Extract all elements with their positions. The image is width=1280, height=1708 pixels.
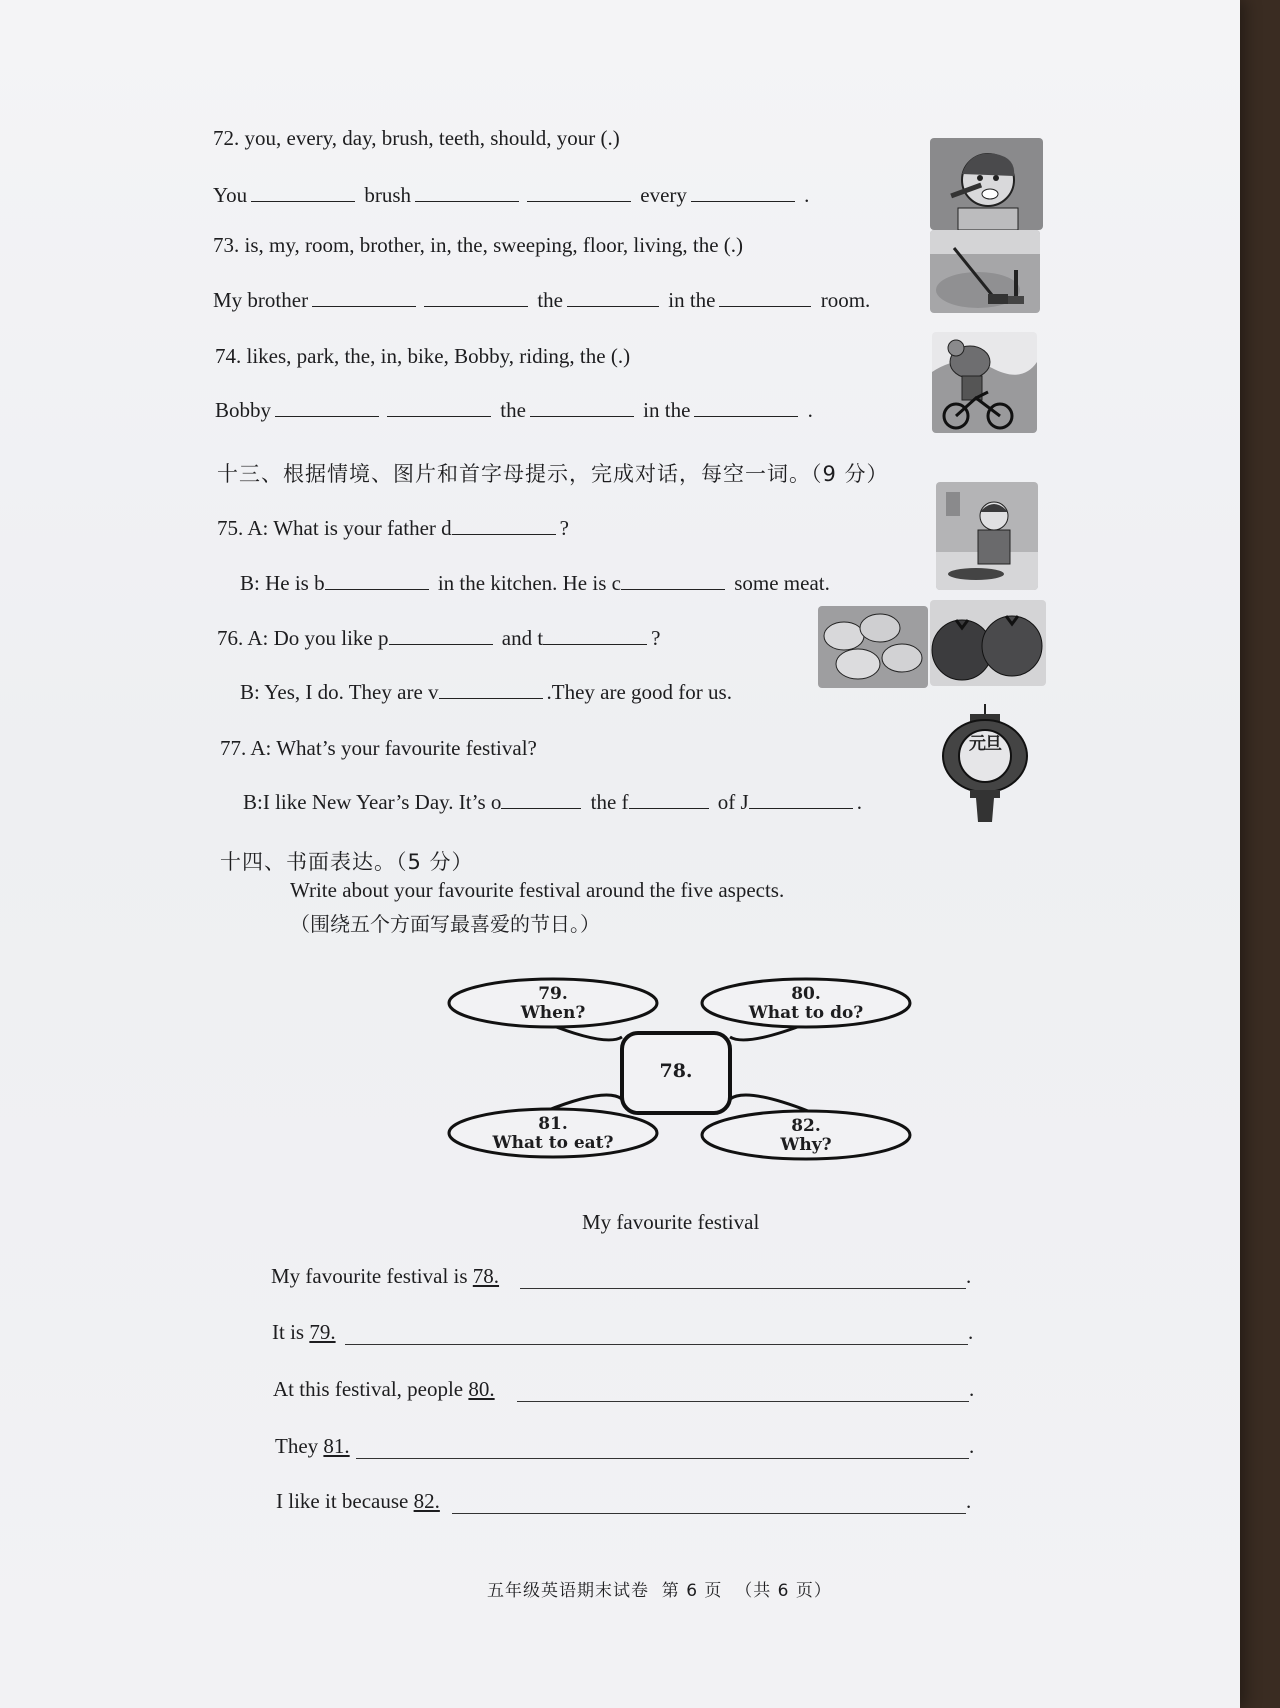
essay-79-blank[interactable]	[345, 1343, 968, 1345]
q76-line-b	[240, 680, 732, 705]
q77-line-a: 77. A: What’s your favourite festival?	[220, 736, 537, 760]
q77-blank-j[interactable]	[749, 807, 853, 809]
q75-b-text-1: B: He is b	[240, 571, 325, 595]
q73-word-1: My brother	[213, 288, 309, 312]
section-13-heading: 十三、根据情境、图片和首字母提示，完成对话，每空一词。（9 分）	[217, 462, 889, 486]
node-79-number: 79.	[538, 984, 568, 1004]
q76-a-end: ?	[651, 626, 661, 650]
q75-line-b	[240, 571, 830, 596]
q73-answer-line	[213, 288, 870, 313]
q73-blank-4[interactable]	[719, 305, 811, 307]
q72-blank-1[interactable]	[251, 200, 355, 202]
q74-word-1: Bobby	[215, 398, 272, 422]
q76-blank-p[interactable]	[389, 643, 493, 645]
node-80-label: What to do?	[748, 1003, 864, 1023]
q75-line-a	[217, 516, 569, 541]
mind-map-node-80	[726, 985, 886, 1023]
q76-b-text-2: .They are good for us.	[546, 680, 732, 704]
q74-blank-2[interactable]	[387, 415, 491, 417]
section-14-heading: 十四、书面表达。（5 分）	[220, 850, 474, 874]
essay-79-end: .	[968, 1320, 974, 1344]
q73-prompt: 73. is, my, room, brother, in, the, sweeping, floor, living, the (.)	[213, 233, 744, 257]
q73-blank-2[interactable]	[424, 305, 528, 307]
essay-79-lead: It is	[272, 1320, 310, 1344]
q72-word-1: You	[213, 183, 248, 207]
q76-line-a	[217, 626, 660, 651]
mind-map-center: 78.	[659, 1060, 693, 1082]
q75-blank-d[interactable]	[452, 533, 556, 535]
essay-80-blank[interactable]	[517, 1400, 969, 1402]
essay-line-79	[272, 1320, 336, 1345]
page-footer: 五年级英语期末试卷 第 6 页 （共 6 页）	[487, 1581, 832, 1601]
q75-blank-c[interactable]	[621, 588, 725, 590]
q77-line-b	[243, 790, 862, 815]
q73-blank-3[interactable]	[567, 305, 659, 307]
q75-a-end: ?	[559, 516, 569, 540]
essay-line-78	[271, 1264, 499, 1289]
q76-a-text-2: and t	[501, 626, 544, 650]
essay-line-81	[275, 1434, 350, 1459]
q73-word-2: the	[537, 288, 563, 312]
essay-81-end: .	[969, 1434, 975, 1458]
mind-map-node-81	[483, 1115, 623, 1153]
q77-b-text-1: B:I like New Year’s Day. It’s o	[243, 790, 502, 814]
essay-line-80	[273, 1377, 495, 1402]
q74-word-2: the	[500, 398, 526, 422]
q74-blank-3[interactable]	[530, 415, 634, 417]
essay-79-number: 79.	[309, 1320, 336, 1344]
essay-82-lead: I like it because	[276, 1489, 414, 1513]
essay-title: My favourite festival	[582, 1210, 760, 1234]
mind-map	[446, 975, 916, 1165]
essay-80-end: .	[969, 1377, 975, 1401]
node-80-number: 80.	[791, 984, 821, 1004]
lantern-label: 元旦	[969, 734, 1001, 754]
q75-b-text-2: in the kitchen. He is c	[437, 571, 621, 595]
q75-a-text: 75. A: What is your father d	[217, 516, 452, 540]
essay-78-blank[interactable]	[520, 1287, 966, 1289]
q75-b-text-3: some meat.	[734, 571, 830, 595]
q76-blank-v[interactable]	[439, 697, 543, 699]
q72-word-3: every	[640, 183, 687, 207]
mouse-riding-bike-picture	[932, 332, 1037, 433]
q74-word-3: in the	[643, 398, 691, 422]
sweeping-floor-picture	[930, 230, 1040, 313]
essay-80-number: 80.	[468, 1377, 495, 1401]
boy-brushing-teeth-picture	[930, 138, 1043, 230]
node-82-number: 82.	[791, 1116, 821, 1136]
node-82-label: Why?	[780, 1135, 832, 1155]
node-81-number: 81.	[538, 1114, 568, 1134]
writing-instruction-cn: （围绕五个方面写最喜爱的节日。）	[290, 912, 600, 936]
q77-b-text-2: the f	[590, 790, 629, 814]
q74-blank-4[interactable]	[694, 415, 798, 417]
q77-blank-o[interactable]	[501, 807, 581, 809]
q76-a-text-1: 76. A: Do you like p	[217, 626, 389, 650]
q74-prompt: 74. likes, park, the, in, bike, Bobby, riding, the (.)	[215, 344, 631, 368]
potatoes-picture	[818, 606, 928, 688]
q72-prompt: 72. you, every, day, brush, teeth, should, your (.)	[213, 126, 620, 150]
q74-blank-1[interactable]	[275, 415, 379, 417]
essay-78-end: .	[966, 1264, 972, 1288]
tomatoes-picture	[930, 600, 1046, 686]
q76-blank-t[interactable]	[543, 643, 647, 645]
mind-map-node-79	[493, 985, 613, 1023]
essay-80-lead: At this festival, people	[273, 1377, 469, 1401]
q73-word-3: in the	[668, 288, 716, 312]
q73-blank-1[interactable]	[312, 305, 416, 307]
q72-blank-3[interactable]	[527, 200, 631, 202]
mind-map-node-82	[746, 1117, 866, 1155]
node-79-label: When?	[520, 1003, 586, 1023]
q72-blank-4[interactable]	[691, 200, 795, 202]
q77-blank-f[interactable]	[629, 807, 709, 809]
q75-blank-b[interactable]	[325, 588, 429, 590]
q77-b-end: .	[856, 790, 862, 814]
essay-82-number: 82.	[413, 1489, 440, 1513]
q72-word-2: brush	[364, 183, 411, 207]
q72-word-4: .	[804, 183, 810, 207]
essay-81-lead: They	[275, 1434, 324, 1458]
node-81-label: What to eat?	[492, 1133, 614, 1153]
essay-82-end: .	[966, 1489, 972, 1513]
q76-b-text-1: B: Yes, I do. They are v	[240, 680, 439, 704]
q73-word-4: room.	[820, 288, 871, 312]
writing-instruction-en: Write about your favourite festival around the five aspects.	[290, 878, 785, 902]
essay-81-blank[interactable]	[356, 1457, 969, 1459]
essay-78-number: 78.	[472, 1264, 500, 1288]
q74-answer-line	[215, 398, 813, 423]
red-lantern-picture	[940, 704, 1030, 822]
q77-b-text-3: of J	[717, 790, 749, 814]
essay-78-lead: My favourite festival is	[271, 1264, 473, 1288]
q72-blank-2[interactable]	[415, 200, 519, 202]
essay-82-blank[interactable]	[452, 1512, 966, 1514]
q74-word-4: .	[807, 398, 813, 422]
man-cooking-picture	[936, 482, 1038, 590]
essay-81-number: 81.	[323, 1434, 350, 1458]
q72-answer-line	[213, 183, 809, 208]
essay-line-82	[276, 1489, 440, 1514]
